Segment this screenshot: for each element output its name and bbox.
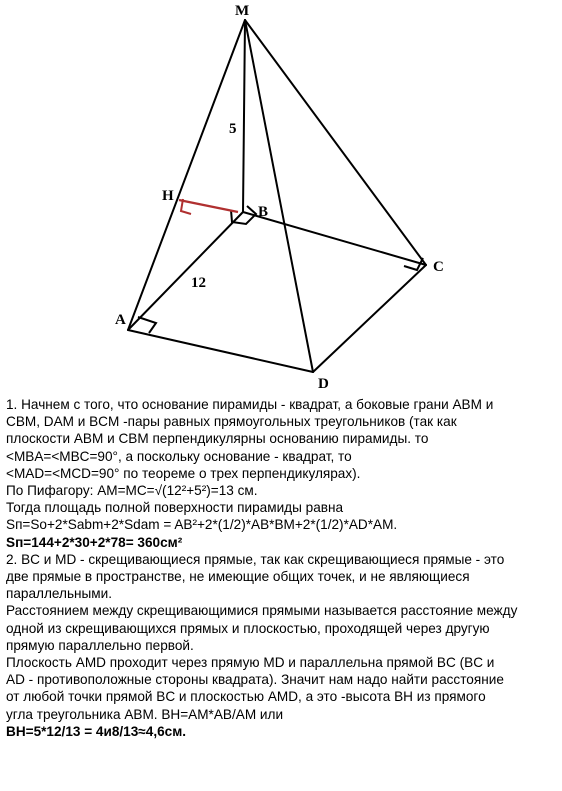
edge-bc: [243, 212, 426, 265]
text-line: одной из скрещивающихся прямых и плоскостью, проходящей через другую: [6, 620, 490, 636]
text-line: Расстоянием между скрещивающимися прямыми называется расстояние между: [6, 603, 518, 619]
label-edge-12: 12: [191, 275, 206, 291]
text-line: Плоскость AMD проходит через прямую MD и параллельна прямой BC (BC и: [6, 655, 495, 671]
text-line-bold: Sп=144+2*30+2*78= 360см²: [6, 534, 183, 550]
text-line: параллельными.: [6, 586, 113, 602]
label-d: D: [318, 376, 329, 392]
text-line: две прямые в пространстве, не имеющие общих точек, и не являющиеся: [6, 569, 470, 585]
edge-dc: [313, 265, 426, 372]
edge-ad: [128, 330, 313, 372]
text-line: угла треугольника ABM. BH=AM*AB/AM или: [6, 706, 284, 722]
edge-ma: [128, 20, 245, 330]
text-line: По Пифагору: AM=MC=√(12²+5²)=13 см.: [6, 483, 258, 499]
text-line: <MAD=<MCD=90° по теореме о трех перпендикулярах).: [6, 465, 361, 481]
right-angle-a: [138, 317, 156, 333]
text-line: плоскости ABM и CBM перпендикулярны основанию пирамиды. то: [6, 431, 429, 447]
label-a: A: [115, 312, 126, 328]
label-height-5: 5: [229, 121, 237, 137]
edge-mc: [245, 20, 426, 265]
solution-text: [6, 396, 558, 740]
text-line: 1. Начнем с того, что основание пирамиды - квадрат, а боковые грани ABM и: [6, 397, 494, 412]
segment-bh: [179, 200, 238, 212]
label-c: C: [433, 259, 444, 275]
text-line: 2. BC и MD - скрещивающиеся прямые, так как скрещивающиеся прямые - это: [6, 551, 505, 567]
label-b: B: [258, 204, 269, 220]
edge-ab: [128, 212, 243, 330]
pyramid-figure: [0, 0, 562, 395]
text-line: Sп=So+2*Sabm+2*Sdam = AB²+2*(1/2)*AB*BM+2*(1/2)*AD*AM.: [6, 517, 398, 533]
text-line-bold: BH=5*12/13 = 4и8/13≈4,6см.: [6, 723, 187, 739]
label-m: M: [235, 3, 250, 19]
text-line: прямую параллельно первой.: [6, 637, 194, 653]
edge-mb: [243, 20, 245, 212]
text-line: AD - противоположные стороны квадрата). Значит нам надо найти расстояние: [6, 672, 504, 688]
text-line: <MBA=<MBC=90°, а поскольку основание - квадрат, то: [6, 448, 352, 464]
text-line: от любой точки прямой BC и плоскостью AMD, а это -высота BH из прямого: [6, 689, 486, 705]
text-line: Тогда площадь полной поверхности пирамиды равна: [6, 500, 344, 516]
text-line: CBM, DAM и BCM -пары равных прямоугольных треугольников (так как: [6, 414, 457, 430]
edge-md: [245, 20, 313, 372]
label-h: H: [162, 188, 174, 204]
